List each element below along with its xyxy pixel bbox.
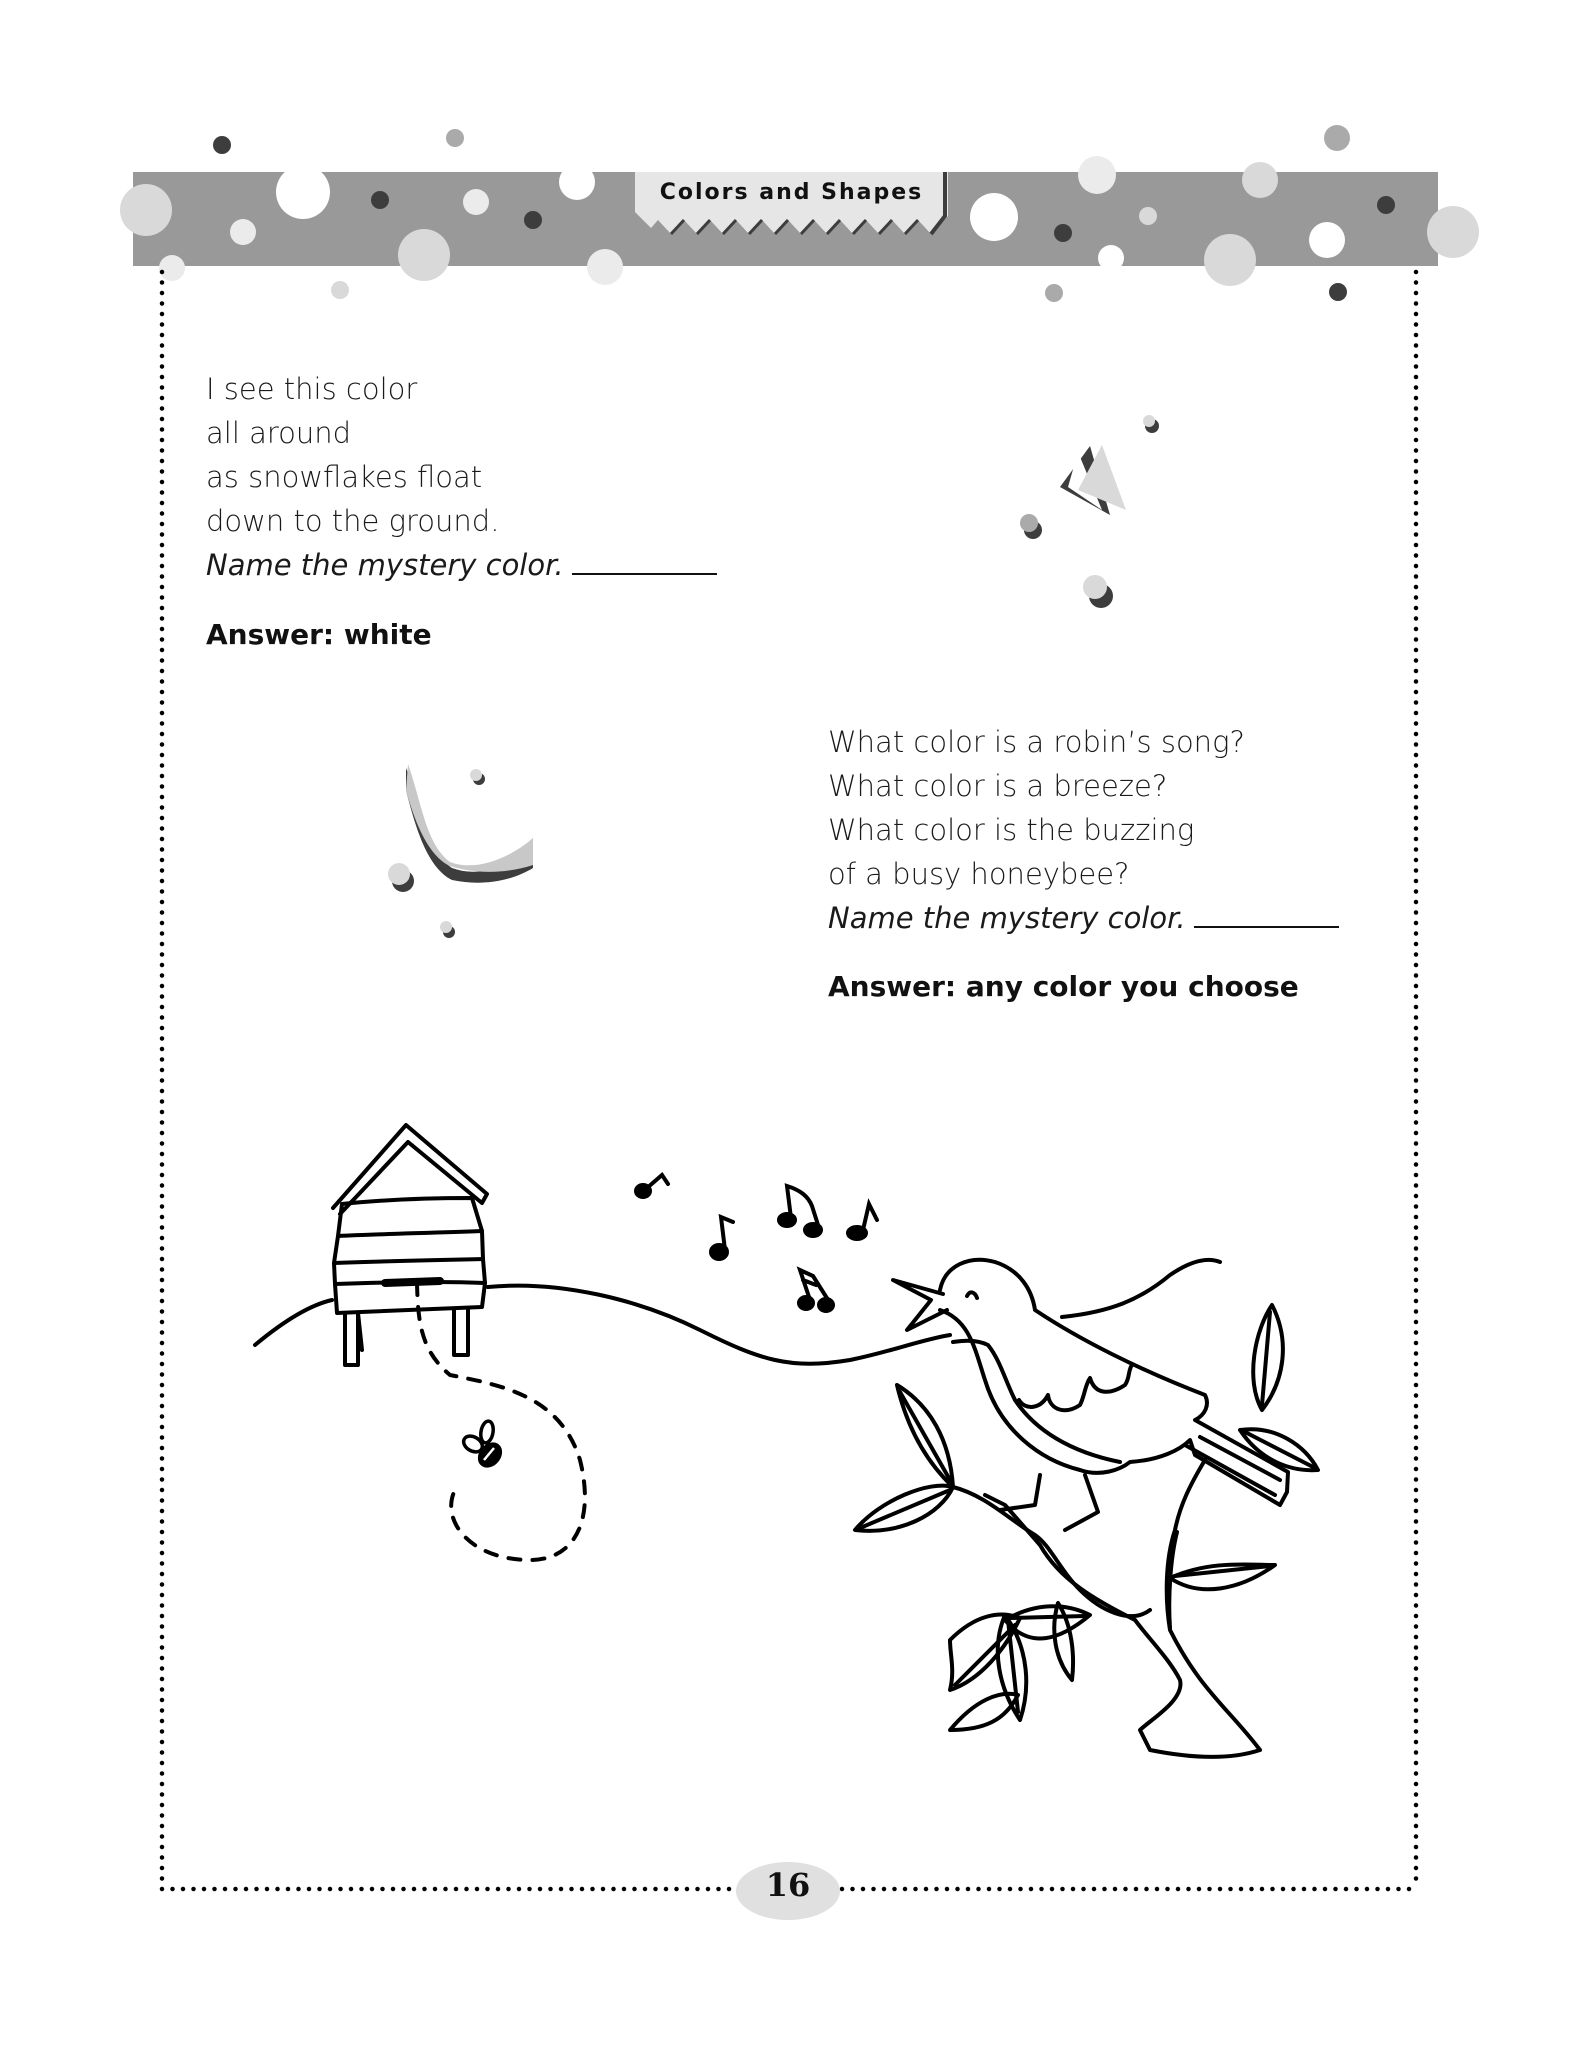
riddle-line: all around bbox=[206, 416, 352, 450]
section-title: Colors and Shapes bbox=[659, 180, 924, 205]
riddle-line: of a busy honeybee? bbox=[828, 857, 1130, 891]
riddle-line: down to the ground. bbox=[206, 504, 500, 538]
riddle-line: What color is a robin’s song? bbox=[828, 725, 1245, 759]
dashed-flight-path bbox=[417, 1283, 585, 1560]
bee bbox=[461, 1420, 505, 1470]
riddle-line: I see this color bbox=[206, 372, 418, 406]
riddle-line: What color is the buzzing bbox=[828, 813, 1195, 847]
branch bbox=[953, 1460, 1260, 1757]
page-number: 16 bbox=[765, 1866, 811, 1904]
riddle-prompt: Name the mystery color. bbox=[206, 548, 564, 582]
hill bbox=[255, 1300, 332, 1345]
hill bbox=[488, 1286, 950, 1364]
riddle-line: as snowflakes float bbox=[206, 460, 483, 494]
riddle-line: What color is a breeze? bbox=[828, 769, 1168, 803]
riddle-prompt: Name the mystery color. bbox=[828, 901, 1186, 935]
riddle-answer: Answer: any color you choose bbox=[828, 970, 1299, 1003]
music-notes bbox=[636, 1175, 877, 1311]
beehive bbox=[333, 1125, 487, 1365]
hill bbox=[1062, 1260, 1220, 1317]
riddle-answer: Answer: white bbox=[206, 618, 432, 651]
